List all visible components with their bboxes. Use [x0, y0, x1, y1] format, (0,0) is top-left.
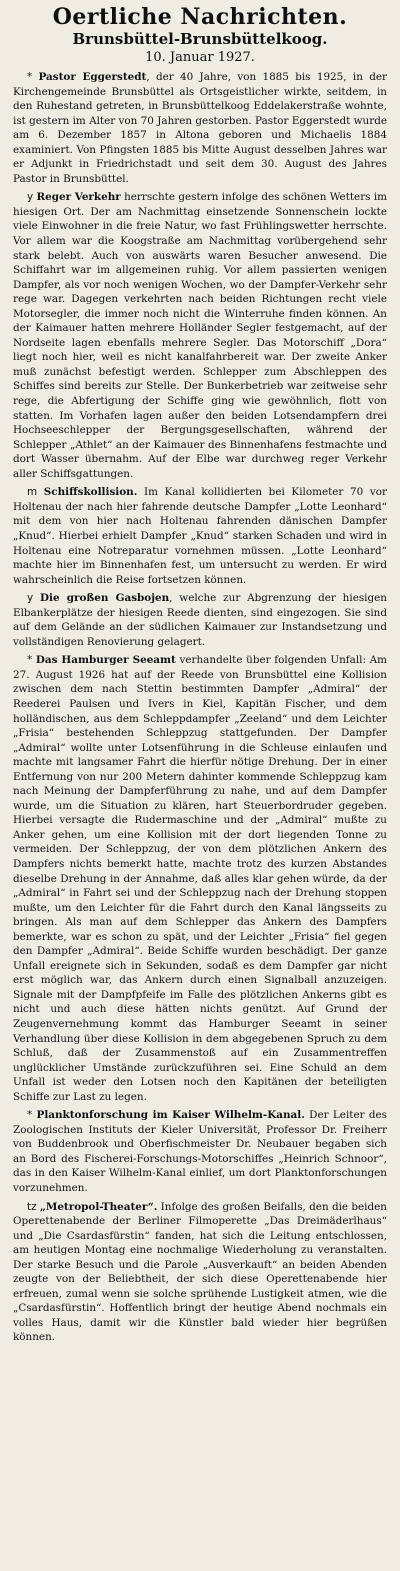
article-headline: Das Hamburger Seeamt — [35, 654, 176, 667]
article-body: herrschte gestern infolge des schönen Wetters im hiesigen Ort. Der am Nachmittag einsetzende Sonnenschein lockte viele Einwohner in die freie Natur, wo fast Frühlingswetter herrschte. Vor allem war die Koogstraße am Nachmittag vorübergehend sehr stark belebt. Auch von auswärts waren Besucher anwesend. Die Schiffahrt war im allgemeinen ruhig. Vor allem passierten wenigen Dampfer, als vor noch wenigen Wochen, wo der Dampfer-Verkehr sehr rege war. Dagegen verkehrten nach beiden Richtungen recht viele Motorsegler, die immer noch nicht die Winterruhe finden können. An der Kaimauer hatten mehrere Holländer Segler festgemacht, auf der Nordseite lagen ebenfalls mehrere Segler. Das Motorschiff „Dora“ liegt noch hier, weil es nicht kanalfahrbereit war. Der zweite Anker muß zunächst befestigt werden. Schlepper zum Abschleppen des Schiffes sind bereits zur Stelle. Der Bunkerbetrieb war zeitweise sehr rege, die Abfertigung der Schiffe ging wie gewöhnlich, flott von statten. Im Vorhafen lagen außer den beiden Lotsendampfern drei Hochseeschlepper der Bergungsgesellschaften, während der Schlepper „Athlet“ an der Kaimauer des Binnenhafens festmachte und dort Wasser übernahm. Auf der Elbe war durchweg reger Verkehr aller Schiffsgattungen. — [13, 191, 387, 480]
article-headline: „Metropol-Theater“. — [39, 1200, 158, 1213]
article-headline: Schiffskollision. — [43, 486, 138, 499]
article-schiffskollision — [13, 485, 387, 587]
article-headline: Planktonforschung im Kaiser Wilhelm-Kanal. — [36, 1109, 305, 1122]
article-planktonforschung — [13, 1108, 387, 1195]
article-headline: Pastor Eggerstedt — [38, 71, 147, 83]
article-body: Infolge des großen Beifalls, den die beiden Operettenabende der Berliner Filmoperette „Das Dreimäderlhaus“ und „Die Csardasfürstin“ fanden, hat sich die Leitung entschlossen, am heutigen Montag eine nochmalige Wiederholung zu veranstalten. Der starke Besuch und die Parole „Ausverkauft“ an beiden Abenden zeugte von der Beliebtheit, der sich diese Operettenabende hier erfreuen, zumal wenn sie solche sprühende Lustigkeit atmen, wie die „Csardasfürstin“. Hoffentlich bringt der heutige Abend nochmals ein volles Haus, damit wir die Künstler bald wieder hier begrüßen können. — [13, 1200, 387, 1344]
article-marker: * — [27, 654, 33, 667]
article-headline: Die großen Gasbojen — [40, 592, 170, 605]
article-body: Der Leiter des Zoologischen Instituts der Kieler Universität, Professor Dr. Freiherr von Buddenbrook und Oberfischmeister Dr. Neubauer begaben sich an Bord des Fischerei-Forschungs-Motorschiffes „Heinrich Schnoor“, das in den Kaiser Wilhelm-Kanal einlief, um dort Planktonforschungen vorzunehmen. — [13, 1109, 387, 1195]
article-marker: y — [27, 191, 34, 204]
article-body: Im Kanal kollidierten bei Kilometer 70 vor Holtenau der nach hier fahrende deutsche Dampfer „Lotte Leonhard“ mit dem von hier nach Holtenau fahrenden dänischen Dampfer „Knud“. Hierbei erhielt Dampfer „Knud“ starken Schaden und wird in Holtenau eine Notreparatur vornehmen müssen. „Lotte Leonhard“ machte hier im Binnenhafen fest, um untersucht zu werden. Er wird wahrscheinlich die Reise fortsetzen können. — [13, 486, 387, 586]
article-marker: * — [27, 71, 33, 83]
issue-date: 10. Januar 1927. — [145, 50, 255, 65]
article-pastor-eggerstedt — [13, 70, 387, 186]
section-title: Oertliche Nachrichten. — [52, 4, 348, 30]
article-metropol-theater — [13, 1200, 387, 1345]
masthead — [13, 4, 387, 67]
article-body: , der 40 Jahre, von 1885 bis 1925, in der Kirchengemeinde Brunsbüttel als Ortsgeistlicher wirkte, seitdem, in den Ruhestand getreten, in Brunsbüttelkoog Eddelakerstraße wohnte, ist gestern im Alter von 70 Jahren gestorben. Pastor Eggerstedt wurde am 6. Dezember 1857 in Altona geboren und Michaelis 1884 examiniert. Von Pfingsten 1885 bis Mitte August desselben Jahres war er Adjunkt in Friedrichstadt und seit dem 30. August des Jahres Pastor in Brunsbüttel. — [13, 71, 387, 185]
article-marker: * — [27, 1109, 33, 1122]
article-body: , welche zur Abgrenzung der hiesigen Elbankerplätze der hiesigen Reede dienten, sind eingezogen. Sie sind auf dem Gelände an der südlichen Kaimauer zur Instandsetzung und vollständigen Renovierung gelagert. — [13, 592, 387, 648]
article-marker: tz — [27, 1200, 37, 1213]
article-marker: m — [27, 486, 38, 499]
locality-subtitle: Brunsbüttel-Brunsbüttelkoog. — [72, 30, 328, 48]
article-body: verhandelte über folgenden Unfall: Am 27. August 1926 hat auf der Reede von Brunsbüttel eine Kollision zwischen dem nach Stettin bestimmten Dampfer „Admiral“ der Reederei Paulsen und Ivers in Kiel, Kapitän Fischer, und dem holländischen, aus dem Schleppdampfer „Zeeland“ und dem Leichter „Frisia“ bestehenden Schleppzug stattgefunden. Der Dampfer „Admiral“ wollte unter Lotsenführung in die Schleuse einlaufen und machte mit langsamer Fahrt die hierfür nötige Drehung. Der in einer Entfernung von nur 200 Metern dahinter kommende Schleppzug kam nach Meinung der Dampferführung zu nahe, und auf dem Dampfer wurde, um die Situation zu klären, hart Steuerbordruder gegeben. Hierbei versagte die Rudermaschine und der „Admiral“ mußte zu Anker gehen, um eine Kollision mit der dort liegenden Tonne zu vermeiden. Der Schleppzug, der von dem plötzlichen Ankern des Dampfers nichts bemerkt hatte, machte trotz des kurzen Abstandes dieselbe Drehung in der Annahme, daß alles klar gehen würde, da der „Admiral“ in Fahrt sei und der Schleppzug nach der Drehung stoppen mußte, um den Leichter für die Fahrt durch den Kanal längsseits zu bringen. Als man auf dem Schlepper das Ankern des Dampfers bemerkte, war es schon zu spät, und der Leichter „Frisia“ fiel gegen den Dampfer „Admiral“. Beide Schiffe wurden beschädigt. Der ganze Unfall ereignete sich in Sekunden, sodaß es dem Dampfer gar nicht erst möglich war, das Ankern durch einen Signalball anzuzeigen. Signale mit der Dampfpfeife im Falle des plötzlichen Ankerns gibt es nicht und auch diese hätten nichts genützt. Auf Grund der Zeugenvernehmung kommt das Hamburger Seeamt in seiner Verhandlung über diese Kollision in dem abgegebenen Spruch zu dem Schluß, daß der Zusammenstoß auf ein Zusammentreffen unglücklicher Umstände zurückzuführen sei. Eine Schuld an dem Unfall ist weder den Lotsen noch den Kapitänen der beteiligten Schiffe zur Last zu legen. — [13, 654, 387, 1103]
article-headline: Reger Verkehr — [36, 191, 121, 204]
article-marker: y — [27, 592, 34, 605]
article-reger-verkehr — [13, 190, 387, 481]
article-gasbojen — [13, 591, 387, 649]
article-seeamt — [13, 653, 387, 1104]
